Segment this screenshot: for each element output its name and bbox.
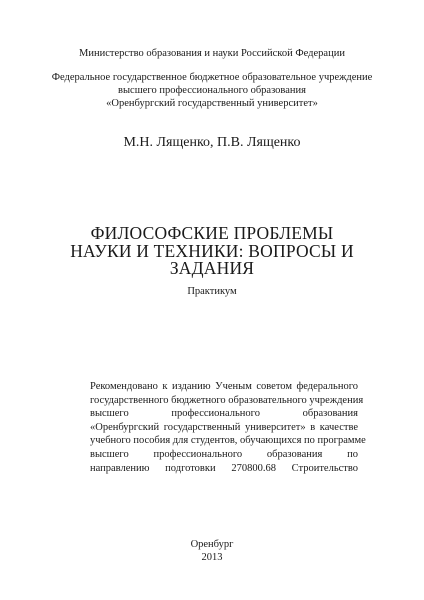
university-name (0, 71, 424, 110)
recommendation-line: высшего профессионального образования (90, 408, 358, 420)
book-subtitle: Практикум (187, 286, 237, 297)
recommendation-line: государственного бюджетного образовательного учреждения (90, 394, 364, 406)
recommendation-line: Рекомендовано к изданию Ученым советом федерального (90, 381, 358, 392)
publication-city: Оренбург (190, 539, 234, 550)
title-line: НАУКИ И ТЕХНИКИ: ВОПРОСЫ И (70, 240, 354, 261)
recommendation-line: высшего профессионального образования по (90, 448, 358, 460)
university-line: Федеральное государственное бюджетное образовательное учреждение (51, 72, 373, 83)
title-line: ЗАДАНИЯ (169, 258, 255, 278)
university-line: «Оренбургский государственный университет» (106, 98, 318, 109)
ministry-name: Министерство образования и науки Российской Федерации (79, 48, 345, 59)
title-line: ФИЛОСОФСКИЕ ПРОБЛЕМЫ (90, 223, 334, 243)
recommendation-line: направлению подготовки 270800.68 Строительство (90, 462, 358, 474)
authors: М.Н. Лященко, П.В. Лященко (123, 135, 301, 150)
university-line: высшего профессионального образования (118, 85, 306, 96)
publication-year: 2013 (201, 552, 223, 563)
book-title (62, 225, 362, 278)
recommendation-text (90, 380, 366, 475)
recommendation-line: учебного пособия для студентов, обучающихся по программе (90, 435, 366, 447)
recommendation-line: «Оренбургский государственный университет» в качестве (90, 421, 358, 433)
